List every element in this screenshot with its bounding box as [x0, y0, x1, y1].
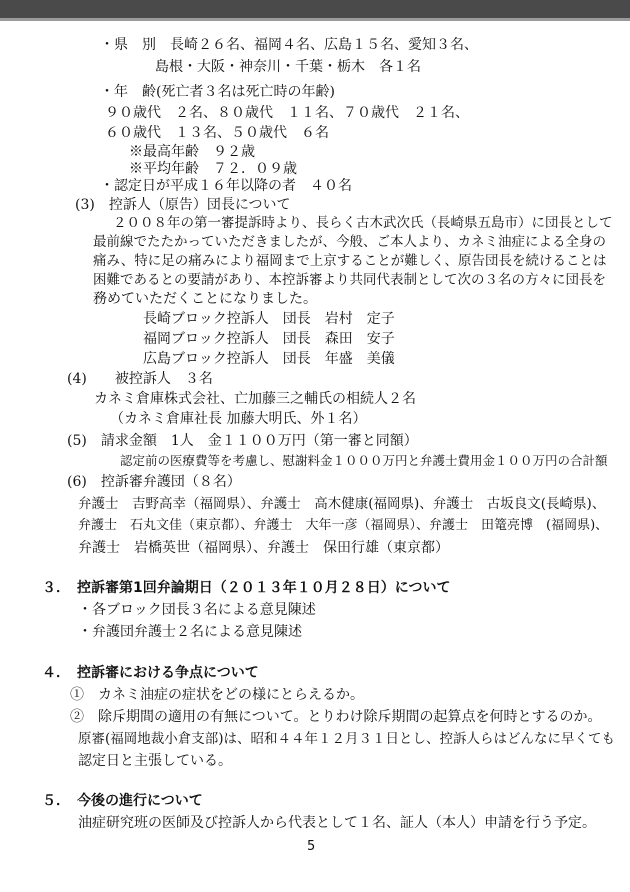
text-line: ・認定日が平成１６年以降の者 ４０名 [100, 178, 352, 194]
text-line: 弁護士 吉野高幸（福岡県）、弁護士 高木健康(福岡県)、弁護士 古坂良文(長崎県)、 [78, 496, 606, 512]
text-line: （カネミ倉庫社長 加藤大明氏、外１名） [110, 411, 367, 427]
text-line: ① カネミ油症の症状をどの様にとらえるか。 [70, 687, 364, 703]
text-line: ６０歳代 １３名、５０歳代 ６名 [105, 125, 329, 141]
text-line: 困難であるとの要請があり、本控訴審より共同代表制として次の３名の方々に団長を [93, 272, 606, 288]
text-line: 最前線でたたかっていただきましたが、今般、ご本人より、カネミ油症による全身の [93, 234, 606, 250]
text-line: 弁護士 岩橋英世（福岡県）、弁護士 保田行雄（東京都） [78, 540, 449, 556]
text-line: 原審(福岡地裁小倉支部)は、昭和４４年１２月３１日とし、控訴人らはどんなに早くても [78, 731, 616, 747]
text-line: 認定日と主張している。 [78, 753, 232, 769]
text-line: (6) 控訴審弁護団（８名） [67, 474, 241, 490]
text-line: ② 除斥期間の適用の有無について。とりわけ除斥期間の起算点を何時とするのか。 [70, 709, 602, 725]
text-line: ・年 齢(死亡者３名は死亡時の年齢) [100, 84, 335, 100]
section-heading: ５． 今後の進行について [42, 793, 203, 809]
text-line: ・県 別 長崎２６名、福岡４名、広島１５名、愛知３名、 [100, 37, 478, 53]
text-line: 認定前の医療費等を考慮し、慰謝料金１０００万円と弁護士費用金１００万円の合計額 [120, 453, 608, 468]
text-line: 広島ブロック控訴人 団長 年盛 美儀 [143, 351, 395, 367]
text-line: 弁護士 石丸文佳（東京都）、弁護士 大年一彦（福岡県）、弁護士 田篭亮博 (福岡県)、 [78, 518, 609, 533]
text-line: (4) 被控訴人 ３名 [67, 371, 213, 387]
text-line: ・各ブロック団長３名による意見陳述 [78, 602, 316, 618]
text-line: ・弁護団弁護士２名による意見陳述 [78, 624, 302, 640]
text-line: (5) 請求金額 1人 金１１００万円（第一審と同額） [67, 433, 418, 449]
text-line: ９０歳代 ２名、８０歳代 １１名、７０歳代 ２１名、 [105, 105, 469, 121]
page-number: 5 [307, 839, 316, 854]
text-line: ※最高年齢 ９２歳 [129, 144, 255, 160]
viewer-top-border [0, 18, 630, 21]
text-line: ２００８年の第一審提訴時より、長らく古木武次氏（長崎県五島市）に団長として [113, 215, 613, 231]
text-line: 務めていただくことになりました。 [93, 291, 317, 307]
section-heading: ４． 控訴審における争点について [42, 665, 259, 681]
text-line: 長崎ブロック控訴人 団長 岩村 定子 [143, 311, 395, 327]
text-line: 福岡ブロック控訴人 団長 森田 安子 [143, 331, 395, 347]
text-line: ※平均年齢 ７２．０９歳 [129, 161, 297, 177]
viewer-top-bar [0, 0, 630, 18]
text-line: 痛み、特に足の痛みにより福岡まで上京することが難しく、原告団長を続けることは [93, 253, 607, 269]
text-line: カネミ倉庫株式会社、亡加藤三之輔氏の相続人２名 [94, 391, 416, 407]
text-line: (3) 控訴人（原告）団長について [75, 197, 291, 213]
text-line: 油症研究班の医師及び控訴人から代表として１名、証人（本人）申請を行う予定。 [78, 815, 596, 831]
text-line: 島根・大阪・神奈川・千葉・栃木 各１名 [155, 59, 421, 75]
section-heading: ３． 控訴審第1回弁論期日（２０１３年１０月２８日）について [42, 580, 451, 596]
